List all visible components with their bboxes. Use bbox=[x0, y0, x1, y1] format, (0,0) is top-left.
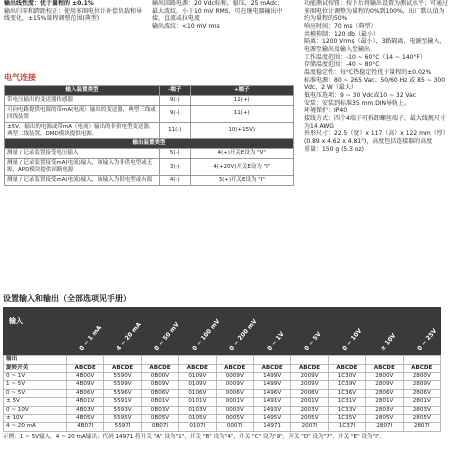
grid-cell: 5590V bbox=[104, 373, 141, 381]
connection-cell: 带电压输出的变送器传感器 bbox=[5, 96, 160, 106]
grid-cell: ABCDE bbox=[366, 364, 403, 372]
linearity-text: 输出线性度：优于量程的 ±0.1% bbox=[4, 0, 94, 7]
grid-cell: ABCDE bbox=[179, 364, 216, 372]
grid-cell: 4B06V bbox=[67, 389, 104, 397]
grid-cell: 0B07I bbox=[141, 423, 178, 431]
grid-cell: 5599V bbox=[104, 381, 141, 389]
grid-cell: 0B06V bbox=[141, 389, 178, 397]
connection-cell: 3(-) bbox=[160, 159, 191, 176]
connection-table bbox=[4, 85, 294, 186]
grid-cell: 2003V bbox=[291, 406, 328, 414]
grid-cell: 0B00V bbox=[141, 373, 178, 381]
grid-cell: ± 5V bbox=[4, 398, 67, 406]
spec-line: 重量：150 g (5.3 oz) bbox=[304, 145, 365, 153]
grid-cell: 0001V bbox=[216, 398, 253, 406]
grid-cell: 0B03V bbox=[141, 406, 178, 414]
grid-cell: 2800V bbox=[403, 373, 440, 381]
conn-head-minus: -端子 bbox=[160, 86, 191, 96]
connection-row bbox=[5, 96, 294, 106]
grid-cell bbox=[291, 356, 328, 364]
connection-cell: 9(-) bbox=[160, 96, 191, 106]
connection-cell: 测量 / 记录装置接受mA(电流)输入，该输入为非供电型或无源，APD模块提供回路电源 bbox=[5, 159, 160, 176]
connection-cell: 4(-) bbox=[160, 175, 191, 185]
grid-cell: 2005V bbox=[291, 415, 328, 423]
connection-cell: 5(-) bbox=[160, 149, 191, 159]
grid-cell: 2809V bbox=[366, 381, 403, 389]
input-range-label: 0 ~ 25V bbox=[416, 327, 439, 352]
grid-cell: 0B09V bbox=[141, 381, 178, 389]
zero-span-text: 输出归零和跨距校正：使用多圈电位计补偿负载和导线变化，±15%量程调整范围(典型) bbox=[4, 7, 143, 23]
connection-cell: 4(+20V)开关E设为 "I" bbox=[190, 159, 294, 176]
input-range-label: 0 ~ 10V bbox=[341, 327, 364, 352]
grid-cell: 2801V bbox=[366, 398, 403, 406]
grid-cell: 1C31V bbox=[328, 398, 365, 406]
grid-cell: 输出 bbox=[4, 356, 67, 364]
grid-cell: 0109V bbox=[179, 373, 216, 381]
selection-title: 设置输入和输出（全部选项见手册） bbox=[3, 294, 131, 303]
grid-cell: 0 ~ 5V bbox=[4, 389, 67, 397]
grid-cell: 0009V bbox=[216, 373, 253, 381]
grid-cell: 2805V bbox=[366, 415, 403, 423]
grid-cell: 1491V bbox=[253, 398, 290, 406]
switch-row bbox=[4, 364, 441, 372]
grid-cell: 2806V bbox=[366, 389, 403, 397]
grid-cell: 2009V bbox=[291, 381, 328, 389]
grid-cell: 1499V bbox=[253, 373, 290, 381]
input-range-label: 0 ~ 50 mV bbox=[153, 320, 181, 352]
grid-cell: 0105V bbox=[179, 415, 216, 423]
grid-cell: 2805V bbox=[403, 415, 440, 423]
grid-cell: 2001V bbox=[291, 398, 328, 406]
grid-cell: ABCDE bbox=[67, 364, 104, 372]
grid-cell: 4B07I bbox=[67, 423, 104, 431]
grid-cell: 0005V bbox=[216, 415, 253, 423]
connection-cell: 11(+) bbox=[190, 105, 294, 122]
grid-cell: 0B01V bbox=[141, 398, 178, 406]
input-range-label: 0 ~ 1V bbox=[265, 330, 286, 352]
grid-cell: 0006V bbox=[216, 389, 253, 397]
electrical-connection bbox=[4, 70, 294, 186]
code-row bbox=[4, 423, 441, 431]
input-range-label: 0 ~ 1 mA bbox=[77, 323, 103, 352]
connection-cell: 测量 / 记录装置接受电压输入 bbox=[5, 149, 160, 159]
grid-cell: 0 ~ 10V bbox=[4, 406, 67, 414]
grid-cell: 2006V bbox=[291, 389, 328, 397]
grid-cell: 1496V bbox=[253, 389, 290, 397]
grid-cell: ABCDE bbox=[328, 364, 365, 372]
grid-cell: 1 ~ 5V bbox=[4, 381, 67, 389]
grid-cell: 0009V bbox=[216, 381, 253, 389]
grid-cell: 1495V bbox=[253, 415, 290, 423]
grid-cell: 2807I bbox=[366, 423, 403, 431]
grid-cell bbox=[141, 356, 178, 364]
connection-cell: 11(-) bbox=[160, 122, 191, 139]
grid-cell: 旋转开关 bbox=[4, 364, 67, 372]
connection-row bbox=[5, 105, 294, 122]
column-middle bbox=[152, 0, 288, 31]
grid-cell: 14971 bbox=[253, 423, 290, 431]
grid-cell: 1C36V bbox=[328, 389, 365, 397]
code-row bbox=[4, 415, 441, 423]
grid-cell: ABCDE bbox=[403, 364, 440, 372]
connection-row bbox=[5, 159, 294, 176]
grid-cell: 2806V bbox=[403, 389, 440, 397]
grid-cell: 4B09V bbox=[67, 381, 104, 389]
code-row bbox=[4, 373, 441, 381]
grid-cell: 1C37I bbox=[328, 423, 365, 431]
grid-cell: 2803V bbox=[366, 406, 403, 414]
grid-cell: 2007I bbox=[291, 423, 328, 431]
selection-table bbox=[3, 294, 441, 441]
grid-cell bbox=[328, 356, 365, 364]
grid-cell: 0007I bbox=[216, 423, 253, 431]
grid-cell: 5597I bbox=[104, 423, 141, 431]
grid-cell: 0107I bbox=[179, 423, 216, 431]
grid-cell: 0B05V bbox=[141, 415, 178, 423]
grid-cell: 5591V bbox=[104, 398, 141, 406]
connection-cell: 可向电路提供电源的带mA(电流）输出的变送器，典型三线或四线装置 bbox=[5, 105, 160, 122]
conn-head-output: 输出装置类型 bbox=[5, 139, 294, 149]
grid-cell: 1C33V bbox=[328, 406, 365, 414]
connection-cell: 3(+)开关E设为 "I" bbox=[190, 175, 294, 185]
grid-cell: 4B03V bbox=[67, 406, 104, 414]
code-row bbox=[4, 406, 441, 414]
grid-cell: 1C39V bbox=[328, 381, 365, 389]
spec-line: 标准电源：80 ~ 265 Vac；50/60 Hz 或 85 ~ 300 Vdc，2 W（最大） bbox=[304, 76, 446, 92]
grid-cell: 0003V bbox=[216, 406, 253, 414]
output-label-row bbox=[4, 356, 441, 364]
grid-cell bbox=[403, 356, 440, 364]
grid-cell bbox=[253, 356, 290, 364]
spec-line: 低电压选项：9 ~ 30 Vdc或10 ~ 32 Vac bbox=[304, 92, 417, 100]
grid-cell: 4B00V bbox=[67, 373, 104, 381]
grid-cell: ABCDE bbox=[216, 364, 253, 372]
grid-cell: ABCDE bbox=[104, 364, 141, 372]
spec-line: 功能测试按钮：按下后将输出设置为测试水平；可通过多圈电位计调整为量程的0%到100%，出厂默认值为约为量程的50% bbox=[304, 0, 449, 23]
conn-head-type: 输入装置类型 bbox=[5, 86, 160, 96]
grid-cell: 1C30V bbox=[328, 373, 365, 381]
grid-cell: 0109V bbox=[179, 381, 216, 389]
spec-line: 响应时间：70 ms（典型） bbox=[304, 23, 377, 31]
grid-cell: 4B01V bbox=[67, 398, 104, 406]
grid-cell: ABCDE bbox=[291, 364, 328, 372]
grid-cell: 0 ~ 1V bbox=[4, 373, 67, 381]
grid-cell: 2800V bbox=[366, 373, 403, 381]
grid-cell: 5595V bbox=[104, 415, 141, 423]
grid-cell: ABCDE bbox=[253, 364, 290, 372]
footnote: 示例：1 ~ 5V输入，4 ~ 20 mA输出；代码 14971 将开关 "A" 设为"1"，开关 "B" 设为"4"，开关 "C" 设为"9"，开关 "D" 设为"7"，开关 "E" 设为"I"。 bbox=[3, 433, 386, 440]
grid-cell: ± 10V bbox=[4, 415, 67, 423]
grid-cell: 1499V bbox=[253, 381, 290, 389]
grid-cell bbox=[179, 356, 216, 364]
input-label: 输入 bbox=[9, 317, 23, 326]
spec-line: 温度稳定性：每°C热稳定性优于量程的±0.02% bbox=[304, 69, 432, 77]
connection-cell: 9(-) bbox=[160, 105, 191, 122]
input-range-label: 0 ~ 200 mV bbox=[228, 317, 259, 352]
grid-cell: 5593V bbox=[104, 406, 141, 414]
grid-cell bbox=[216, 356, 253, 364]
grid-cell: 0103V bbox=[179, 406, 216, 414]
loop-power-text: 输出回路电源：20 Vdc标称，稳压，25 mAdc；最大波纹，小于10 mV RMS，可在继电器输出中接，直流或拉电流 bbox=[152, 0, 284, 23]
code-row bbox=[4, 381, 441, 389]
selection-header bbox=[3, 307, 441, 355]
connection-cell: 4(+)开关E设为 "V" bbox=[190, 149, 294, 159]
connection-cell: ±5V，输出的电源或带mA（电流）输出的非供电型变送器，典型二线装置，DMD模块提供电源。 bbox=[5, 122, 160, 139]
grid-cell: 2801V bbox=[403, 398, 440, 406]
grid-cell bbox=[67, 356, 104, 364]
connection-row bbox=[5, 122, 294, 139]
grid-cell: 5596V bbox=[104, 389, 141, 397]
grid-cell: ABCDE bbox=[141, 364, 178, 372]
input-range-label: 0 ~ 100 mV bbox=[190, 317, 222, 352]
section-title-connection: 电气连接 bbox=[4, 73, 36, 82]
spec-line: 工作温度范围：-10 ~ 60°C（14 ~ 140°F） bbox=[304, 53, 426, 61]
conn-head-plus: +端子 bbox=[190, 86, 294, 96]
code-row bbox=[4, 389, 441, 397]
grid-cell: 1493V bbox=[253, 406, 290, 414]
column-left bbox=[4, 0, 146, 23]
connection-cell: 11(+) bbox=[190, 96, 294, 106]
spec-line: 存储温度范围：-40 ~ 80°C bbox=[304, 61, 380, 69]
grid-cell: 0101V bbox=[179, 398, 216, 406]
spec-line: 共模抑制：120 db（最小） bbox=[304, 30, 379, 38]
connection-row bbox=[5, 175, 294, 185]
grid-cell: 4B05V bbox=[67, 415, 104, 423]
grid-cell: 4 ~ 20 mA bbox=[4, 423, 67, 431]
grid-cell: 2807I bbox=[403, 423, 440, 431]
connection-row bbox=[5, 149, 294, 159]
grid-cell: 2803V bbox=[403, 406, 440, 414]
grid-cell: 1C35V bbox=[328, 415, 365, 423]
spec-line: 隔离：1200 Vrms（最小），3路隔离，电源至输入、电源至输出及输入至输出 bbox=[304, 38, 446, 54]
connection-cell: 10(+15V) bbox=[190, 122, 294, 139]
spec-line: 安装：安装到标准35 mm DIN导轨上。 bbox=[304, 99, 411, 107]
code-row bbox=[4, 398, 441, 406]
grid-cell: 2009V bbox=[291, 373, 328, 381]
input-range-label: ± 10V bbox=[378, 331, 398, 352]
code-grid bbox=[3, 355, 441, 432]
grid-cell bbox=[104, 356, 141, 364]
spec-line: 外形尺寸：22.5（宽）x 117（高）x 122 mm（厚）(0.89 x 4.62 x 4.81")，高度包括连接器的高度 bbox=[304, 130, 446, 146]
spec-line: 接线方式：四个4端子可拆卸螺丝端子，最大线规尺寸为14 AWG bbox=[304, 115, 446, 130]
column-right bbox=[304, 0, 448, 153]
spec-line: 环境保护：IP40 bbox=[304, 107, 348, 115]
ripple-text: 输出波纹：<10 mV rms bbox=[152, 23, 220, 31]
input-range-label: 0 ~ 5V bbox=[303, 330, 324, 352]
connection-cell: 测量 / 记录装置接受mA(电流)输入，该输入为供电型或有源 bbox=[5, 175, 160, 185]
grid-cell: 2809V bbox=[403, 381, 440, 389]
grid-cell bbox=[366, 356, 403, 364]
input-range-label: 4 ~ 20 mA bbox=[115, 320, 144, 352]
grid-cell: 0106V bbox=[179, 389, 216, 397]
